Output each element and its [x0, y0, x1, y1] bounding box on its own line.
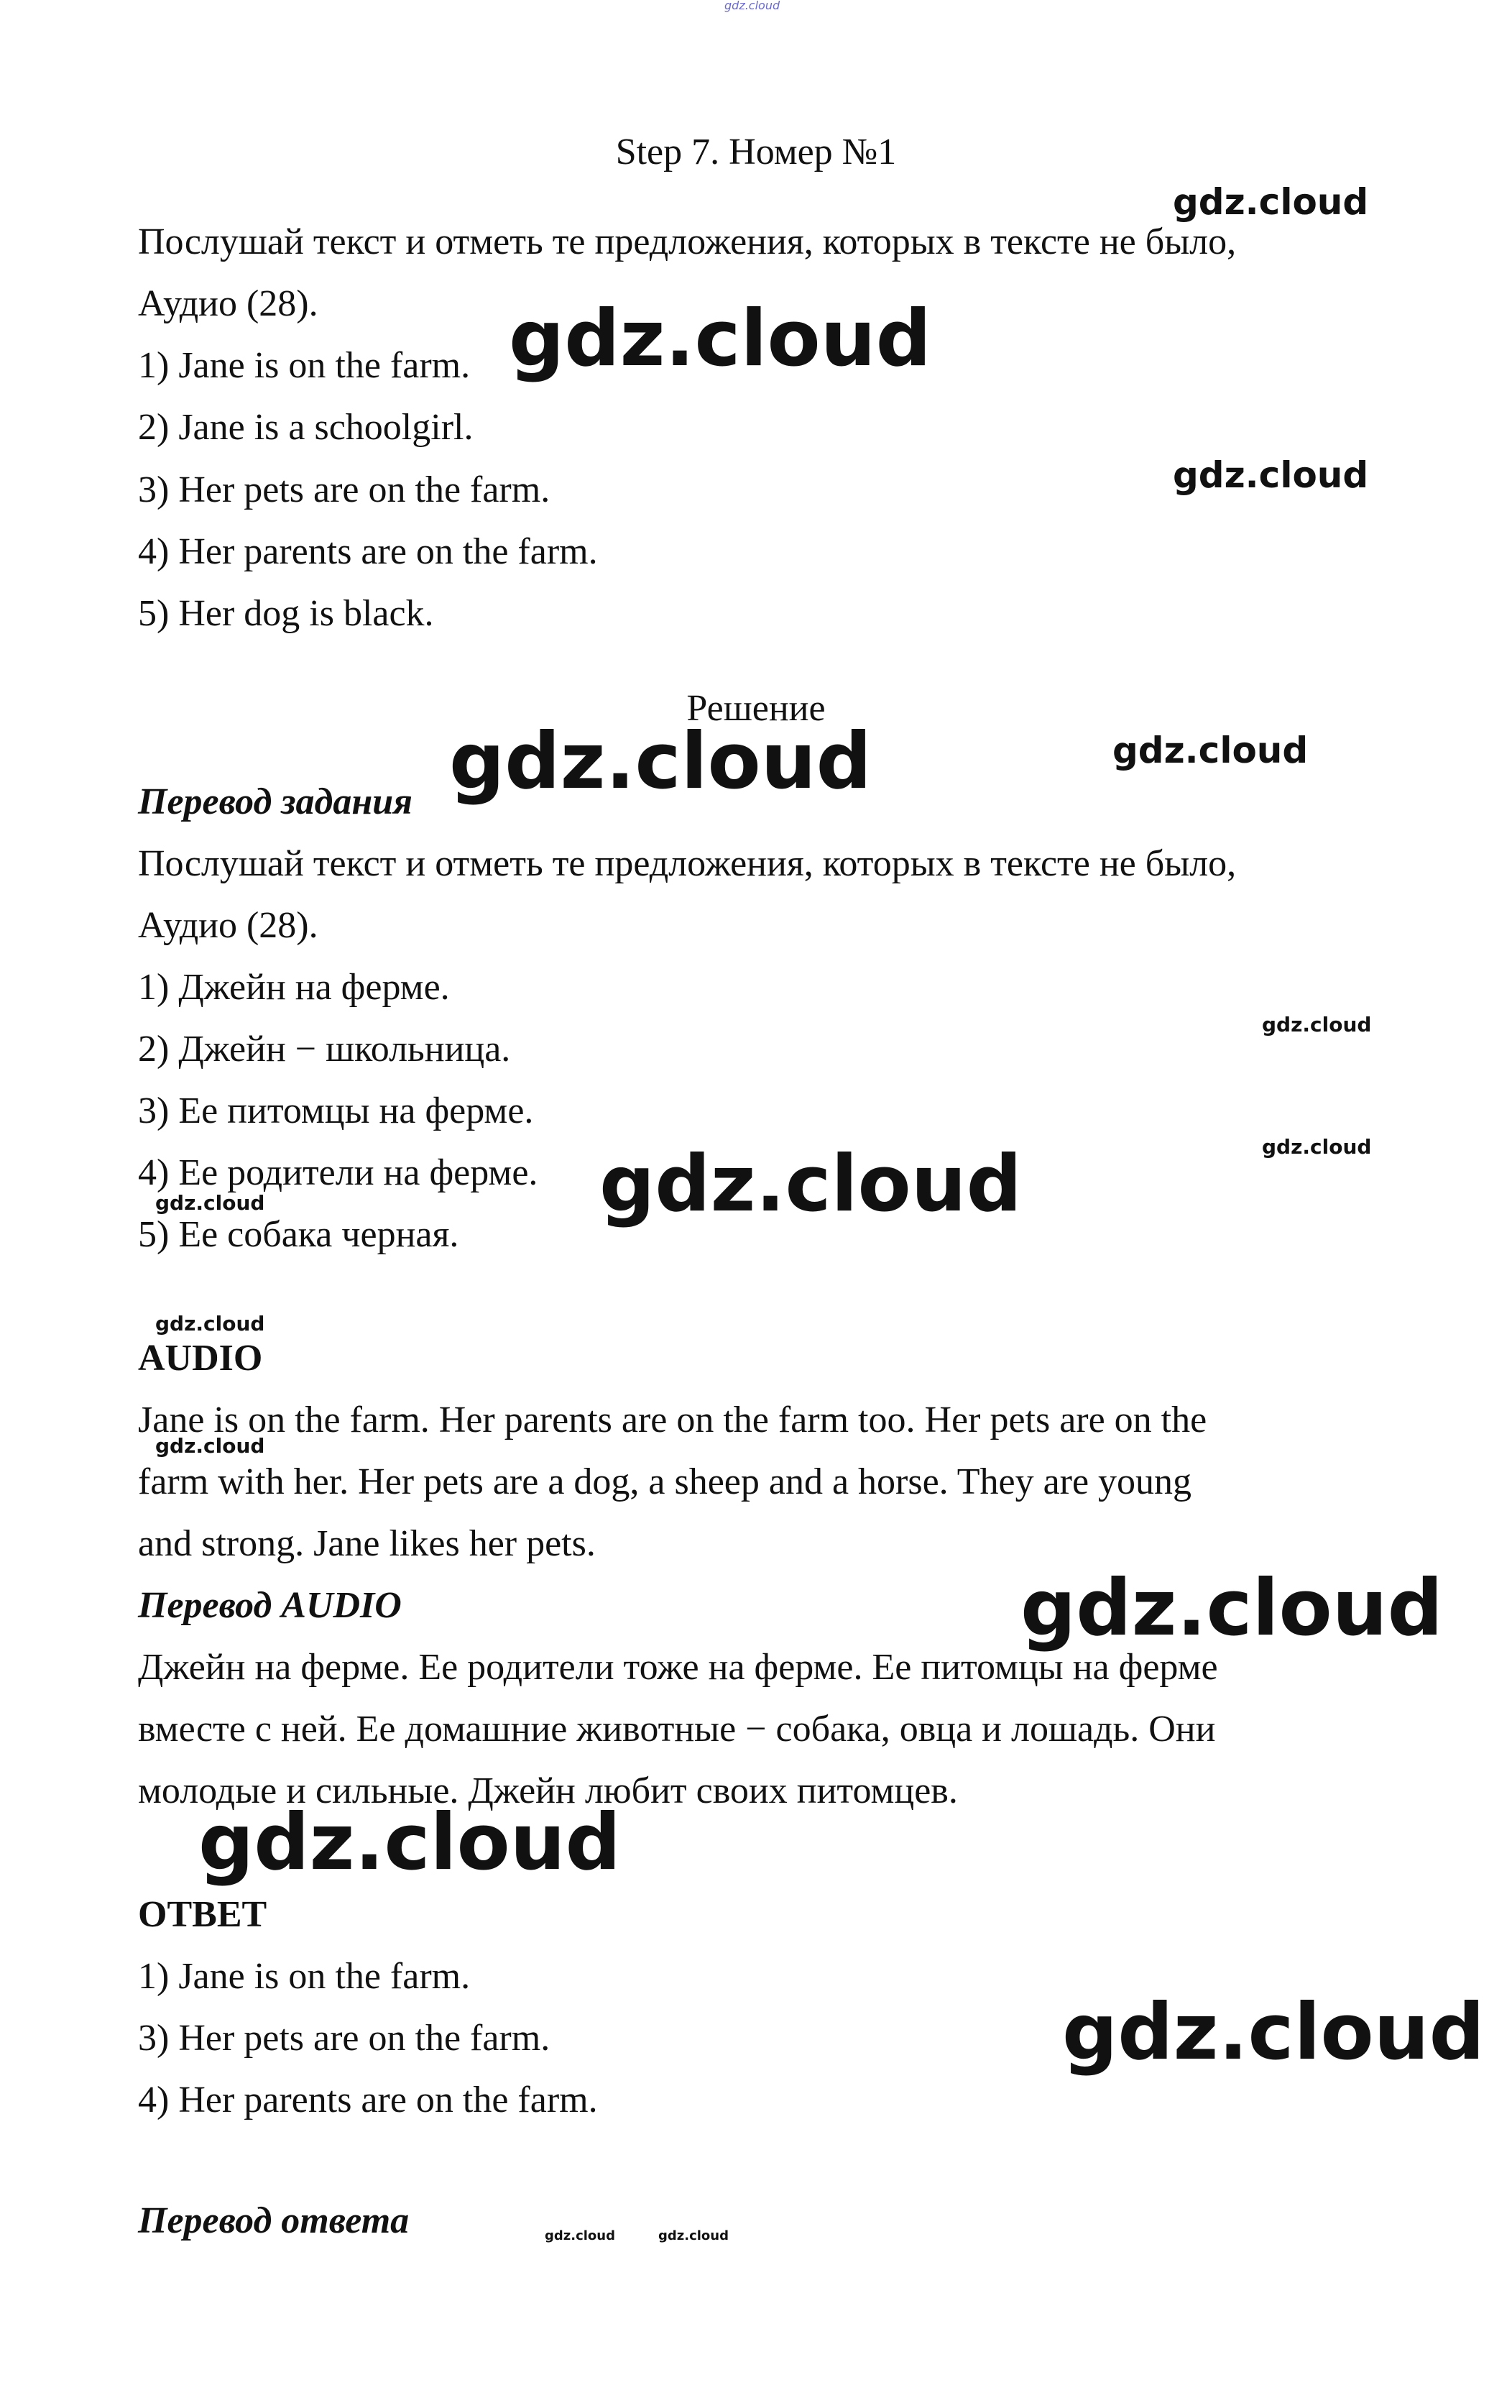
task-instruction-line-1: Послушай текст и отметь те предложения, которых в тексте не было,: [138, 221, 1237, 262]
watermark: gdz.cloud: [1173, 181, 1369, 223]
audio-text-line: Jane is on the farm. Her parents are on the farm too. Her pets are on the: [138, 1400, 1207, 1440]
translation-heading: Перевод задания: [138, 781, 412, 822]
watermark: gdz.cloud: [1262, 1135, 1372, 1159]
watermark: gdz.cloud: [1062, 1987, 1485, 2077]
answer-heading: ОТВЕТ: [138, 1894, 267, 1935]
translation-item: 5) Ее собака черная.: [138, 1214, 459, 1255]
task-item: 1) Jane is on the farm.: [138, 345, 471, 386]
watermark: gdz.cloud: [198, 1798, 621, 1888]
answer-item: 4) Her parents are on the farm.: [138, 2080, 598, 2120]
audio-text-line: farm with her. Her pets are a dog, a sheep and a horse. They are young: [138, 1461, 1192, 1502]
audio-translation-line: молодые и сильные. Джейн любит своих питомцев.: [138, 1770, 958, 1811]
answer-item: 1) Jane is on the farm.: [138, 1956, 471, 1997]
watermark: gdz.cloud: [1020, 1563, 1443, 1653]
watermark: gdz.cloud: [155, 1312, 265, 1336]
solution-heading: Решение: [686, 688, 826, 729]
translation-item: 3) Ее питомцы на ферме.: [138, 1090, 534, 1131]
audio-translation-line: Джейн на ферме. Ее родители тоже на ферме. Ее питомцы на ферме: [138, 1647, 1218, 1688]
watermark: gdz.cloud: [449, 717, 872, 807]
translation-line-2: Аудио (28).: [138, 905, 318, 946]
translation-item: 4) Ее родители на ферме.: [138, 1152, 538, 1193]
watermark: gdz.cloud: [545, 2228, 615, 2243]
top-watermark: gdz.cloud: [724, 0, 780, 12]
task-instruction-line-2: Аудио (28).: [138, 283, 318, 324]
watermark: gdz.cloud: [1262, 1013, 1372, 1037]
watermark: gdz.cloud: [1173, 454, 1369, 496]
task-item: 3) Her pets are on the farm.: [138, 469, 550, 510]
answer-item: 3) Her pets are on the farm.: [138, 2018, 550, 2059]
watermark: gdz.cloud: [155, 1191, 265, 1215]
watermark: gdz.cloud: [155, 1434, 265, 1458]
audio-translation-line: вместе с ней. Ее домашние животные − собака, овца и лошадь. Они: [138, 1709, 1216, 1750]
answer-translation-heading: Перевод ответа: [138, 2200, 410, 2241]
task-item: 4) Her parents are on the farm.: [138, 531, 598, 572]
watermark: gdz.cloud: [599, 1139, 1022, 1229]
translation-line-1: Послушай текст и отметь те предложения, которых в тексте не было,: [138, 843, 1237, 884]
watermark: gdz.cloud: [509, 294, 931, 384]
task-item: 5) Her dog is black.: [138, 593, 434, 634]
translation-item: 1) Джейн на ферме.: [138, 967, 450, 1008]
page-title: Step 7. Номер №1: [615, 132, 897, 173]
watermark: gdz.cloud: [658, 2228, 729, 2243]
translation-item: 2) Джейн − школьница.: [138, 1029, 511, 1070]
watermark: gdz.cloud: [1112, 730, 1309, 771]
audio-heading: AUDIO: [138, 1338, 263, 1379]
audio-text-line: and strong. Jane likes her pets.: [138, 1523, 596, 1564]
task-item: 2) Jane is a schoolgirl.: [138, 407, 474, 448]
audio-translation-heading: Перевод AUDIO: [138, 1585, 402, 1626]
